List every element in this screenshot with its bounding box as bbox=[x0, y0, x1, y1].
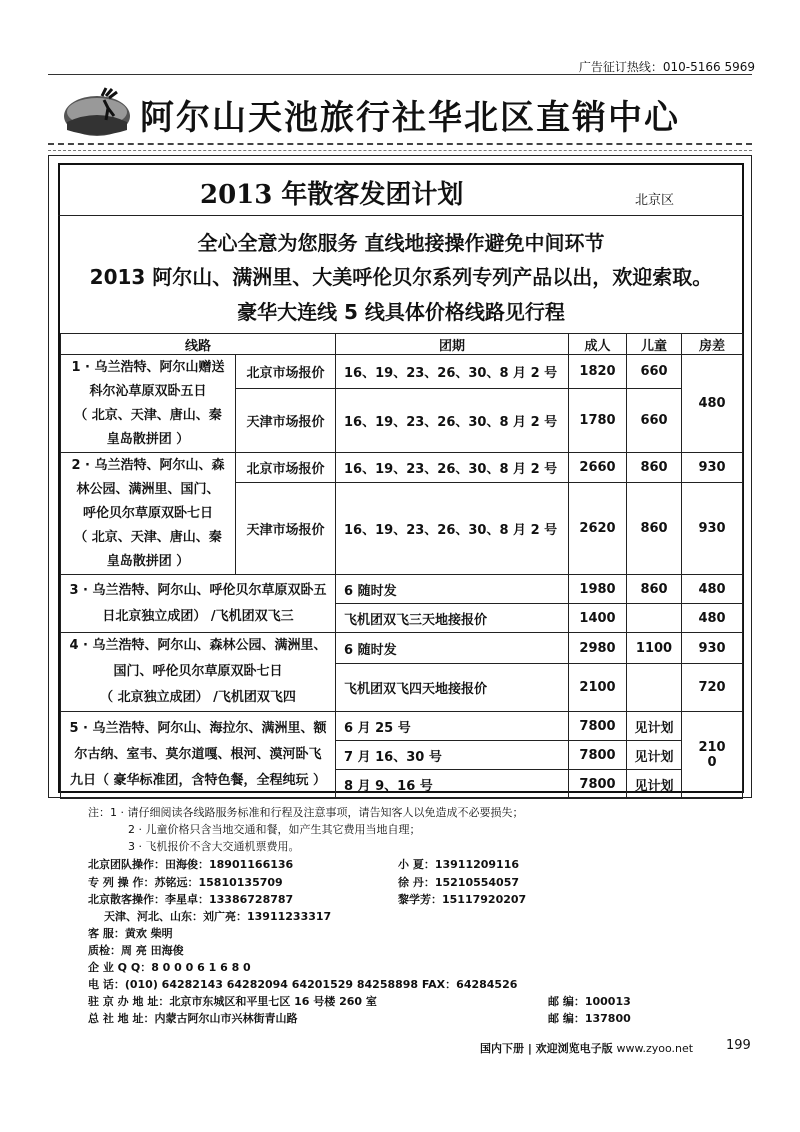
note-3: 3 · 飞机报价不含大交通机票费用。 bbox=[128, 840, 300, 853]
contact-line: 企 业 Q Q：8 0 0 0 6 1 6 8 0 bbox=[88, 961, 251, 974]
departure-dates: 16、19、23、26、30、8 月 2 号 bbox=[336, 389, 569, 453]
departure-dates: 16、19、23、26、30、8 月 2 号 bbox=[336, 483, 569, 575]
adult-price: 2660 bbox=[569, 453, 627, 483]
divider bbox=[48, 150, 752, 151]
slogan-3: 豪华大连线 5 线具体价格线路见行程 bbox=[237, 300, 565, 324]
header-rule bbox=[48, 74, 752, 75]
contact-line: 邮 编：100013 bbox=[548, 995, 631, 1008]
adult-price: 7800 bbox=[569, 712, 627, 741]
room-supplement: 210 0 bbox=[682, 712, 743, 799]
room-supplement: 480 bbox=[682, 604, 743, 633]
footer-url[interactable]: www.zyoo.net bbox=[616, 1042, 694, 1055]
deer-logo-icon bbox=[62, 86, 132, 138]
child-price: 见计划 bbox=[627, 770, 682, 799]
region-label: 北京区 bbox=[635, 193, 675, 208]
contact-line: 邮 编：137800 bbox=[548, 1012, 631, 1025]
header-room: 房差 bbox=[682, 334, 743, 355]
adult-price: 2100 bbox=[569, 664, 627, 712]
route-4-desc: 4 · 乌兰浩特、阿尔山、森林公园、满洲里、 国门、呼伦贝尔草原双卧七日 （ 北京独立成团） /飞机团双飞四 bbox=[61, 633, 336, 712]
room-supplement: 480 bbox=[682, 575, 743, 604]
child-price: 860 bbox=[627, 453, 682, 483]
room-supplement: 930 bbox=[682, 483, 743, 575]
page-number: 199 bbox=[726, 1038, 751, 1053]
child-price: 见计划 bbox=[627, 712, 682, 741]
contact-line: 质检：周 亮 田海俊 bbox=[88, 944, 184, 957]
child-price bbox=[627, 604, 682, 633]
adult-price: 7800 bbox=[569, 770, 627, 799]
market-label: 北京市场报价 bbox=[236, 355, 336, 389]
room-supplement: 930 bbox=[682, 633, 743, 664]
room-supplement: 720 bbox=[682, 664, 743, 712]
contact-line: 天津、河北、山东：刘广亮：13911233317 bbox=[104, 910, 332, 923]
departure-dates: 飞机团双飞三天地接报价 bbox=[336, 604, 569, 633]
adult-price: 1400 bbox=[569, 604, 627, 633]
table-header-row bbox=[61, 334, 743, 355]
child-price bbox=[627, 664, 682, 712]
slogan-2: 2013 阿尔山、满洲里、大美呼伦贝尔系列专列产品以出，欢迎索取。 bbox=[89, 265, 713, 289]
route-1-desc: 1 · 乌兰浩特、阿尔山赠送 科尔沁草原双卧五日 （ 北京、天津、唐山、秦 皇岛散拼团 ） bbox=[61, 355, 236, 453]
route-3-desc: 3 · 乌兰浩特、阿尔山、呼伦贝尔草原双卧五 日北京独立成团） /飞机团双飞三 bbox=[61, 575, 336, 633]
route-2-desc: 2 · 乌兰浩特、阿尔山、森 林公园、满洲里、国门、 呼伦贝尔草原双卧七日 （ 北京、天津、唐山、秦 皇岛散拼团 ） bbox=[61, 453, 236, 575]
departure-dates: 6 随时发 bbox=[336, 633, 569, 664]
child-price: 660 bbox=[627, 389, 682, 453]
market-label: 天津市场报价 bbox=[236, 389, 336, 453]
route-5-desc: 5 · 乌兰浩特、阿尔山、海拉尔、满洲里、额 尔古纳、室韦、莫尔道嘎、根河、漠河卧飞 九日（ 豪华标准团，含特色餐，全程纯玩 ） bbox=[61, 712, 336, 799]
adult-price: 1980 bbox=[569, 575, 627, 604]
departure-dates: 16、19、23、26、30、8 月 2 号 bbox=[336, 453, 569, 483]
plan-title: 2013 年散客发团计划 bbox=[200, 180, 464, 210]
adult-price: 2980 bbox=[569, 633, 627, 664]
agency-name: 阿尔山天池旅行社华北区直销中心 bbox=[140, 98, 680, 138]
note-2: 2 · 儿童价格只含当地交通和餐，如产生其它费用当地自理； bbox=[128, 823, 421, 836]
header-route: 线路 bbox=[61, 334, 336, 355]
contact-line: 黎学芳：15117920207 bbox=[398, 893, 527, 906]
child-price: 860 bbox=[627, 575, 682, 604]
child-price: 860 bbox=[627, 483, 682, 575]
room-supplement: 480 bbox=[682, 355, 743, 453]
header-date: 团期 bbox=[336, 334, 569, 355]
market-label: 天津市场报价 bbox=[236, 483, 336, 575]
divider bbox=[48, 143, 752, 145]
contact-line: 专 列 操 作：苏铭远：15810135709 bbox=[88, 876, 283, 889]
adult-price: 1820 bbox=[569, 355, 627, 389]
notes bbox=[88, 804, 524, 855]
ad-hotline: 广告征订热线：010-5166 5969 bbox=[578, 60, 755, 74]
header-adult: 成人 bbox=[569, 334, 627, 355]
departure-dates: 飞机团双飞四天地接报价 bbox=[336, 664, 569, 712]
room-supplement: 930 bbox=[682, 453, 743, 483]
contact-line: 北京团队操作：田海俊：18901166136 bbox=[88, 858, 294, 871]
contact-line: 电 话：(010) 64282143 64282094 64201529 84258898 FAX：64284526 bbox=[88, 978, 518, 991]
adult-price: 7800 bbox=[569, 741, 627, 770]
departure-dates: 6 月 25 号 bbox=[336, 712, 569, 741]
market-label: 北京市场报价 bbox=[236, 453, 336, 483]
note-1: 注：1 · 请仔细阅读各线路服务标准和行程及注意事项，请告知客人以免造成不必要损失； bbox=[88, 806, 524, 819]
footer-section: 国内下册 | 欢迎浏览电子版 bbox=[480, 1042, 613, 1055]
departure-dates: 7 月 16、30 号 bbox=[336, 741, 569, 770]
tour-schedule-table bbox=[60, 333, 743, 799]
table-row bbox=[61, 355, 743, 389]
child-price: 660 bbox=[627, 355, 682, 389]
table-row bbox=[61, 453, 743, 483]
contact-line: 小 夏：13911209116 bbox=[398, 858, 520, 871]
page-footer bbox=[480, 1040, 693, 1056]
contact-line: 徐 丹：15210554057 bbox=[398, 876, 520, 889]
departure-dates: 8 月 9、16 号 bbox=[336, 770, 569, 799]
table-row bbox=[61, 712, 743, 741]
slogan-1: 全心全意为您服务 直线地接操作避免中间环节 bbox=[197, 231, 605, 255]
title-rule bbox=[58, 215, 744, 216]
child-price: 1100 bbox=[627, 633, 682, 664]
adult-price: 1780 bbox=[569, 389, 627, 453]
adult-price: 2620 bbox=[569, 483, 627, 575]
contact-line: 客 服：黄欢 柴明 bbox=[88, 927, 173, 940]
contact-line: 北京散客操作：李星卓：13386728787 bbox=[88, 893, 294, 906]
header-child: 儿童 bbox=[627, 334, 682, 355]
contact-line: 总 社 地 址：内蒙古阿尔山市兴林街青山路 bbox=[88, 1012, 298, 1025]
table-row bbox=[61, 575, 743, 604]
contact-line: 驻 京 办 地 址：北京市东城区和平里七区 16 号楼 260 室 bbox=[88, 995, 377, 1008]
departure-dates: 6 随时发 bbox=[336, 575, 569, 604]
table-row bbox=[61, 633, 743, 664]
child-price: 见计划 bbox=[627, 741, 682, 770]
departure-dates: 16、19、23、26、30、8 月 2 号 bbox=[336, 355, 569, 389]
